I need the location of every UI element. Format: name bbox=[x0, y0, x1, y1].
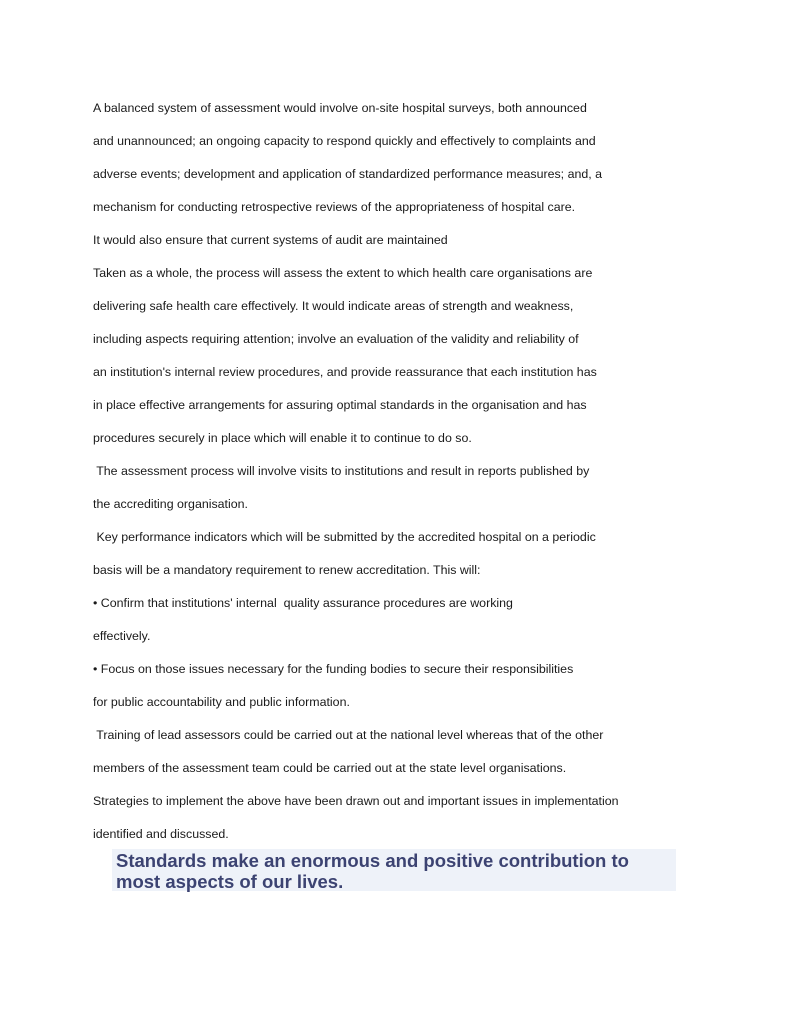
text-line: an institution's internal review procedures, and provide reassurance that each institution has bbox=[93, 365, 597, 379]
text-line: the accrediting organisation. bbox=[93, 497, 248, 511]
text-line: identified and discussed. bbox=[93, 827, 229, 841]
callout-line: Standards make an enormous and positive contribution to bbox=[116, 850, 629, 871]
text-line: basis will be a mandatory requirement to renew accreditation. This will: bbox=[93, 563, 481, 577]
text-line: effectively. bbox=[93, 629, 151, 643]
text-line: adverse events; development and application of standardized performance measures; and, a bbox=[93, 167, 603, 181]
text-line: Training of lead assessors could be carried out at the national level whereas that of the other bbox=[93, 728, 604, 742]
bullet-line: • Focus on those issues necessary for the funding bodies to secure their responsibilities bbox=[93, 662, 574, 676]
text-line: delivering safe health care effectively. It would indicate areas of strength and weakness, bbox=[93, 299, 574, 313]
callout-line: most aspects of our lives. bbox=[116, 871, 344, 892]
text-line: in place effective arrangements for assuring optimal standards in the organisation and has bbox=[93, 398, 587, 412]
text-line: mechanism for conducting retrospective reviews of the appropriateness of hospital care. bbox=[93, 200, 576, 214]
text-line: members of the assessment team could be carried out at the state level organisations. bbox=[93, 761, 567, 775]
bullet-line: • Confirm that institutions' internal quality assurance procedures are working bbox=[93, 596, 513, 610]
text-line: Key performance indicators which will be submitted by the accredited hospital on a periodic bbox=[93, 530, 596, 544]
body-text bbox=[93, 92, 693, 851]
text-line: The assessment process will involve visits to institutions and result in reports published by bbox=[93, 464, 590, 478]
text-line: for public accountability and public information. bbox=[93, 695, 350, 709]
text-line: including aspects requiring attention; involve an evaluation of the validity and reliability of bbox=[93, 332, 579, 346]
text-line: and unannounced; an ongoing capacity to respond quickly and effectively to complaints and bbox=[93, 134, 596, 148]
text-line: procedures securely in place which will enable it to continue to do so. bbox=[93, 431, 472, 445]
text-line: Taken as a whole, the process will assess the extent to which health care organisations are bbox=[93, 266, 593, 280]
text-line: Strategies to implement the above have been drawn out and important issues in implementation bbox=[93, 794, 619, 808]
text-line: It would also ensure that current systems of audit are maintained bbox=[93, 233, 448, 247]
callout-box bbox=[112, 849, 676, 891]
text-line: A balanced system of assessment would involve on-site hospital surveys, both announced bbox=[93, 101, 587, 115]
